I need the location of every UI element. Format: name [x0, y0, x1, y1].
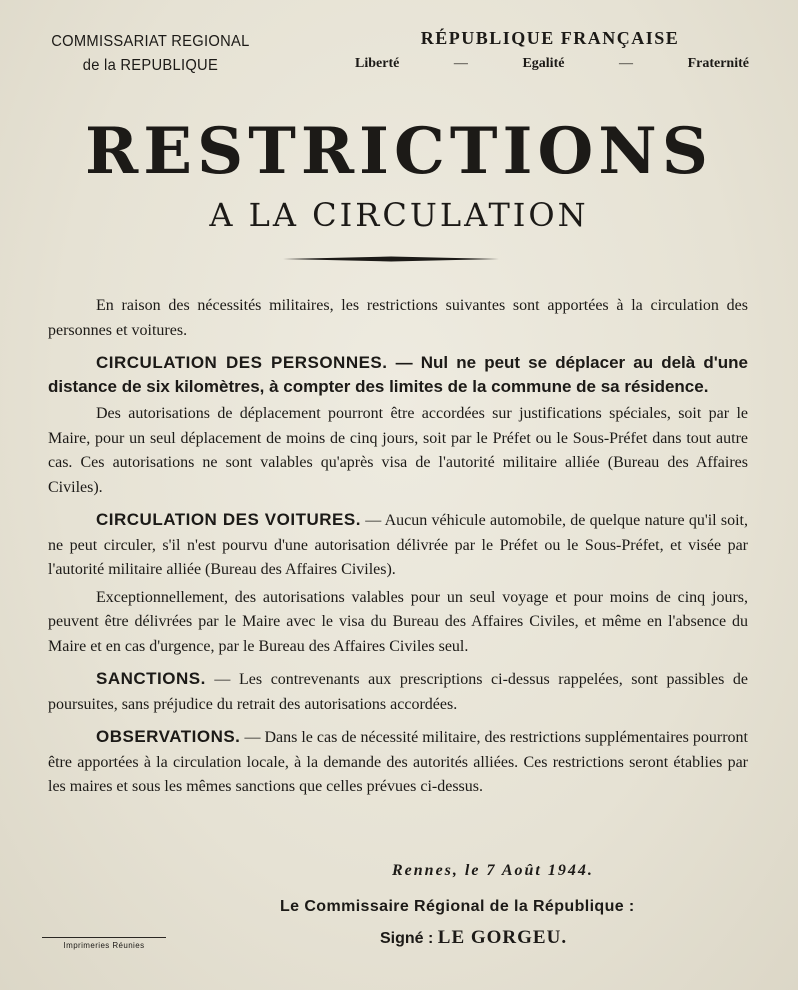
motto-fraternite: Fraternité	[687, 56, 749, 71]
sanctions-section	[48, 667, 748, 717]
printer-imprint: Imprimeries Réunies	[42, 937, 166, 950]
issuer-line-2: de la REPUBLIQUE	[82, 57, 219, 74]
observations-heading: OBSERVATIONS.	[96, 727, 241, 746]
issuer-line-1: COMMISSARIAT REGIONAL	[51, 33, 250, 50]
poster-subtitle: A LA CIRCULATION	[209, 196, 589, 234]
intro-paragraph: En raison des nécessités militaires, les restrictions suivantes sont apportées à la circulation des personnes et voitures.	[48, 297, 748, 339]
motto-separator: —	[453, 56, 468, 71]
motto-liberte: Liberté	[355, 56, 400, 71]
sanctions-text: Les contrevenants aux prescriptions ci-dessus rappelées, sont passibles de poursuites, sans préjudice du retrait des autorisations accordées.	[48, 671, 749, 713]
personnes-details: Des autorisations de déplacement pourront être accordées sur justifications spéciales, soit par le Maire, pour un seul déplacement de moins de cinq jours, soit par le Préfet ou le Sous-Préfet dans tout autre cas. Ces autorisations ne sont valables qu'après visa de l'autorité militaire alliée (Bureau des Affaires Civiles).	[48, 405, 748, 496]
sanctions-dash: —	[205, 671, 240, 688]
observations-section	[48, 725, 748, 800]
signed-label: Signé :	[380, 930, 438, 947]
poster-title: RESTRICTIONS	[85, 114, 713, 189]
motto	[345, 56, 755, 72]
personnes-heading: CIRCULATION DES PERSONNES.	[96, 353, 388, 372]
republic-block	[345, 26, 755, 72]
observations-text: Dans le cas de nécessité militaire, des restrictions supplémentaires pourront être apportées à la circulation locale, à la demande des autorités alliées. Ces restrictions seront établies par les maires et sous les mêmes sanctions que celles prévues ci-dessus.	[48, 729, 748, 795]
date-place: Rennes, le 7 Août 1944.	[392, 862, 594, 879]
signature-line	[380, 927, 760, 949]
personnes-section	[48, 351, 748, 399]
issuer-block	[40, 30, 261, 78]
motto-separator: —	[619, 56, 634, 71]
motto-egalite: Egalité	[522, 56, 565, 71]
personnes-text: Nul ne peut se déplacer au delà d'une distance de six kilomètres, à compter des limites de la commune de sa résidence.	[48, 353, 748, 396]
voitures-details: Exceptionnellement, des autorisations valables pour un seul voyage et pour moins de cinq jours, peuvent être délivrées par le Maire avec le visa du Bureau des Affaires Civiles, et même en l'absence du Maire et en cas d'urgence, par le Bureau des Affaires Civiles seul.	[48, 588, 748, 655]
republic-name: RÉPUBLIQUE FRANÇAISE	[420, 28, 680, 48]
ornamental-rule	[283, 255, 499, 263]
voitures-text: Aucun véhicule automobile, de quelque nature qu'il soit, ne peut circuler, s'il n'est pourvu d'une autorisation délivrée par le Préfet ou le Sous-Préfet, et visée par l'autorité militaire alliée (Bureau des Affaires Civiles).	[48, 512, 748, 578]
personnes-dash: —	[387, 353, 421, 372]
signatory-title: Le Commissaire Régional de la République :	[280, 898, 635, 915]
voitures-dash: —	[360, 512, 385, 529]
voitures-section	[48, 508, 748, 583]
notice-body	[48, 294, 748, 800]
voitures-heading: CIRCULATION DES VOITURES.	[96, 510, 361, 529]
sanctions-heading: SANCTIONS.	[96, 669, 206, 688]
signatory-name: LE GORGEU.	[437, 927, 568, 948]
observations-dash: —	[240, 729, 265, 746]
